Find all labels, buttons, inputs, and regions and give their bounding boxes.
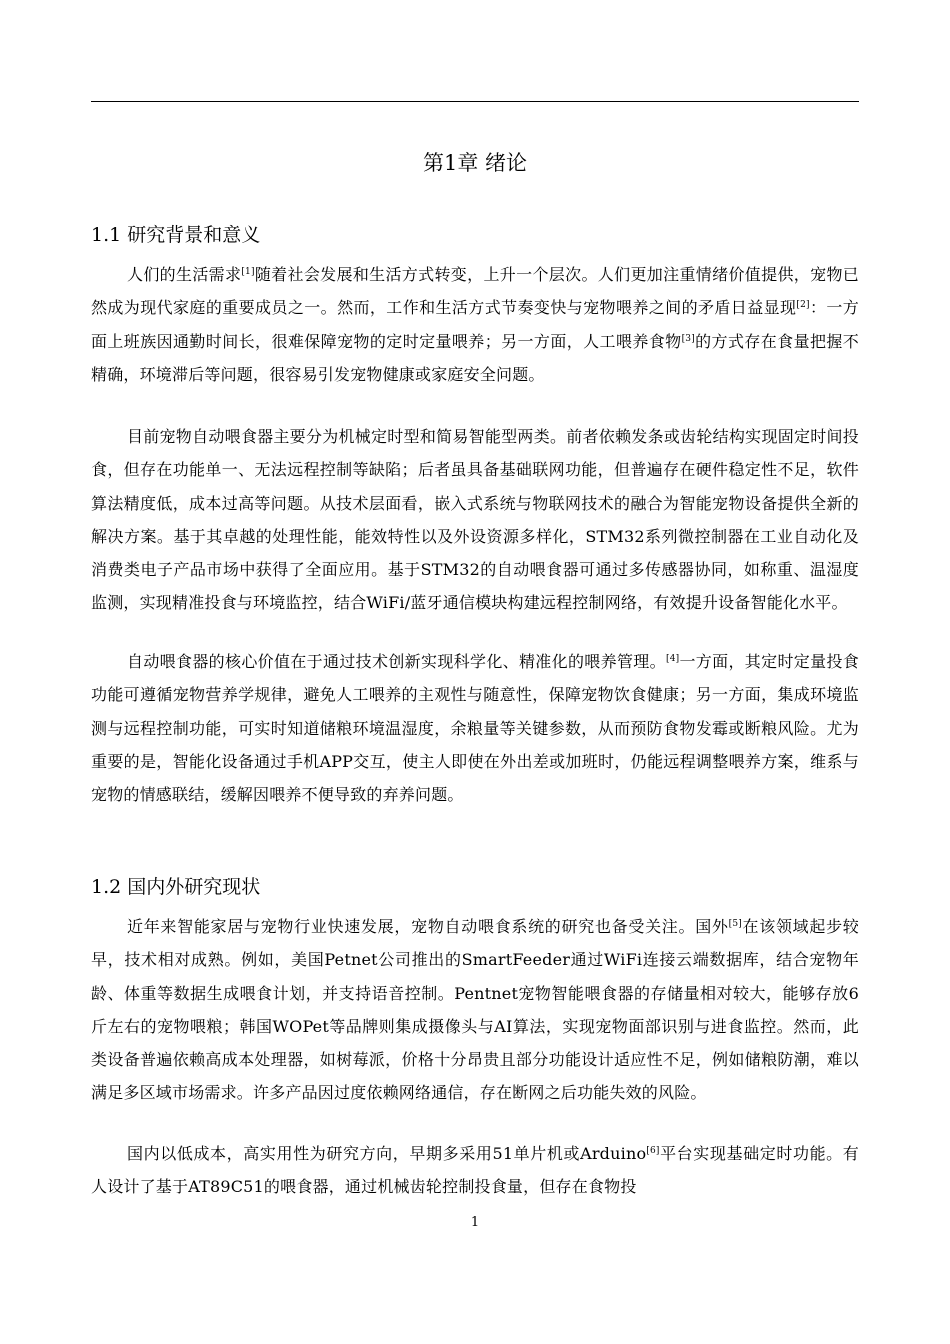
text-run: ：一方面上班族因通勤时间长，很难保障宠物的定时定量喂养；另一方面，人工喂养食物 [91, 298, 859, 351]
paragraph [91, 910, 859, 1110]
text-run: 一方面，其定时定量投食功能可遵循宠物营养学规律，避免人工喂养的主观性与随意性，保障宠物饮食健康；另一方面，集成环境监测与远程控制功能，可实时知道储粮环境温湿度，余粮量等关键参数，从而预防食物发霉或断粮风险。尤为重要的是，智能化设备通过手机APP交互，使主人即使在外出差或加班时，仍能远程调整喂养方案，维系与宠物的情感联结，缓解因喂养不便导致的弃养问题。 [91, 652, 860, 805]
citation-marker: [6] [646, 1146, 660, 1156]
header-rule [91, 101, 859, 102]
section-heading-1-1: 1.1 研究背景和意义 [91, 224, 261, 246]
text-run: 目前宠物自动喂食器主要分为机械定时型和简易智能型两类。前者依赖发条或齿轮结构实现固定时间投食，但存在功能单一、无法远程控制等缺陷；后者虽具备基础联网功能，但普遍存在硬件稳定性不足，软件算法精度低，成本过高等问题。从技术层面看，嵌入式系统与物联网技术的融合为智能宠物设备提供全新的解决方案。基于其卓越的处理性能，能效特性以及外设资源多样化，STM32系列微控制器在工业自动化及消费类电子产品市场中获得了全面应用。基于STM32的自动喂食器可通过多传感器协同，如称重、温湿度监测，实现精准投食与环境监控，结合WiFi/蓝牙通信模块构建远程控制网络，有效提升设备智能化水平。 [91, 427, 859, 613]
text-run: 随着社会发展和生活方式转变，上升一个层次。人们更加注重情绪价值提供，宠物已然成为现代家庭的重要成员之一。然而，工作和生活方式节奏变快与宠物喂养之间的矛盾日益显现 [91, 265, 859, 318]
text-run: 的方式存在食量把握不精确，环境滞后等问题，很容易引发宠物健康或家庭安全问题。 [91, 331, 859, 384]
paragraph [91, 1137, 859, 1204]
text-run: 在该领域起步较早，技术相对成熟。例如，美国Petnet公司推出的SmartFeeder通过WiFi连接云端数据库，结合宠物年龄、体重等数据生成喂食计划，并支持语音控制。Pentnet宠物智能喂食器的存储量相对较大，能够存放6斤左右的宠物喂粮；韩国WOPet等品牌则集成摄像头与AI算法，实现宠物面部识别与进食监控。然而，此类设备普遍依赖高成本处理器，如树莓派，价格十分昂贵且部分功能设计适应性不足，例如储粮防潮，难以满足多区域市场需求。许多产品因过度依赖网络通信，存在断网之后功能失效的风险。 [91, 917, 860, 1103]
paragraph [91, 258, 859, 391]
citation-marker: [2] [796, 300, 810, 311]
citation-marker: [3] [681, 333, 695, 344]
page-number: 1 [470, 1215, 480, 1230]
paragraph [91, 645, 859, 811]
citation-marker: [5] [728, 919, 743, 929]
citation-marker: [4] [665, 654, 680, 664]
paragraph [91, 420, 859, 620]
text-run: 国内以低成本，高实用性为研究方向，早期多采用51单片机或Arduino [127, 1144, 647, 1163]
text-run: 近年来智能家居与宠物行业快速发展，宠物自动喂食系统的研究也备受关注。国外 [127, 917, 729, 936]
text-run: 自动喂食器的核心价值在于通过技术创新实现科学化、精准化的喂养管理。 [127, 652, 666, 671]
text-run: 人们的生活需求 [127, 265, 242, 284]
chapter-title: 第1章 绪论 [422, 151, 528, 175]
section-heading-1-2: 1.2 国内外研究现状 [91, 876, 261, 898]
citation-marker: [1] [241, 267, 255, 277]
text-run: 平台实现基础定时功能。有人设计了基于AT89C51的喂食器，通过机械齿轮控制投食量，但存在食物投 [91, 1144, 859, 1197]
